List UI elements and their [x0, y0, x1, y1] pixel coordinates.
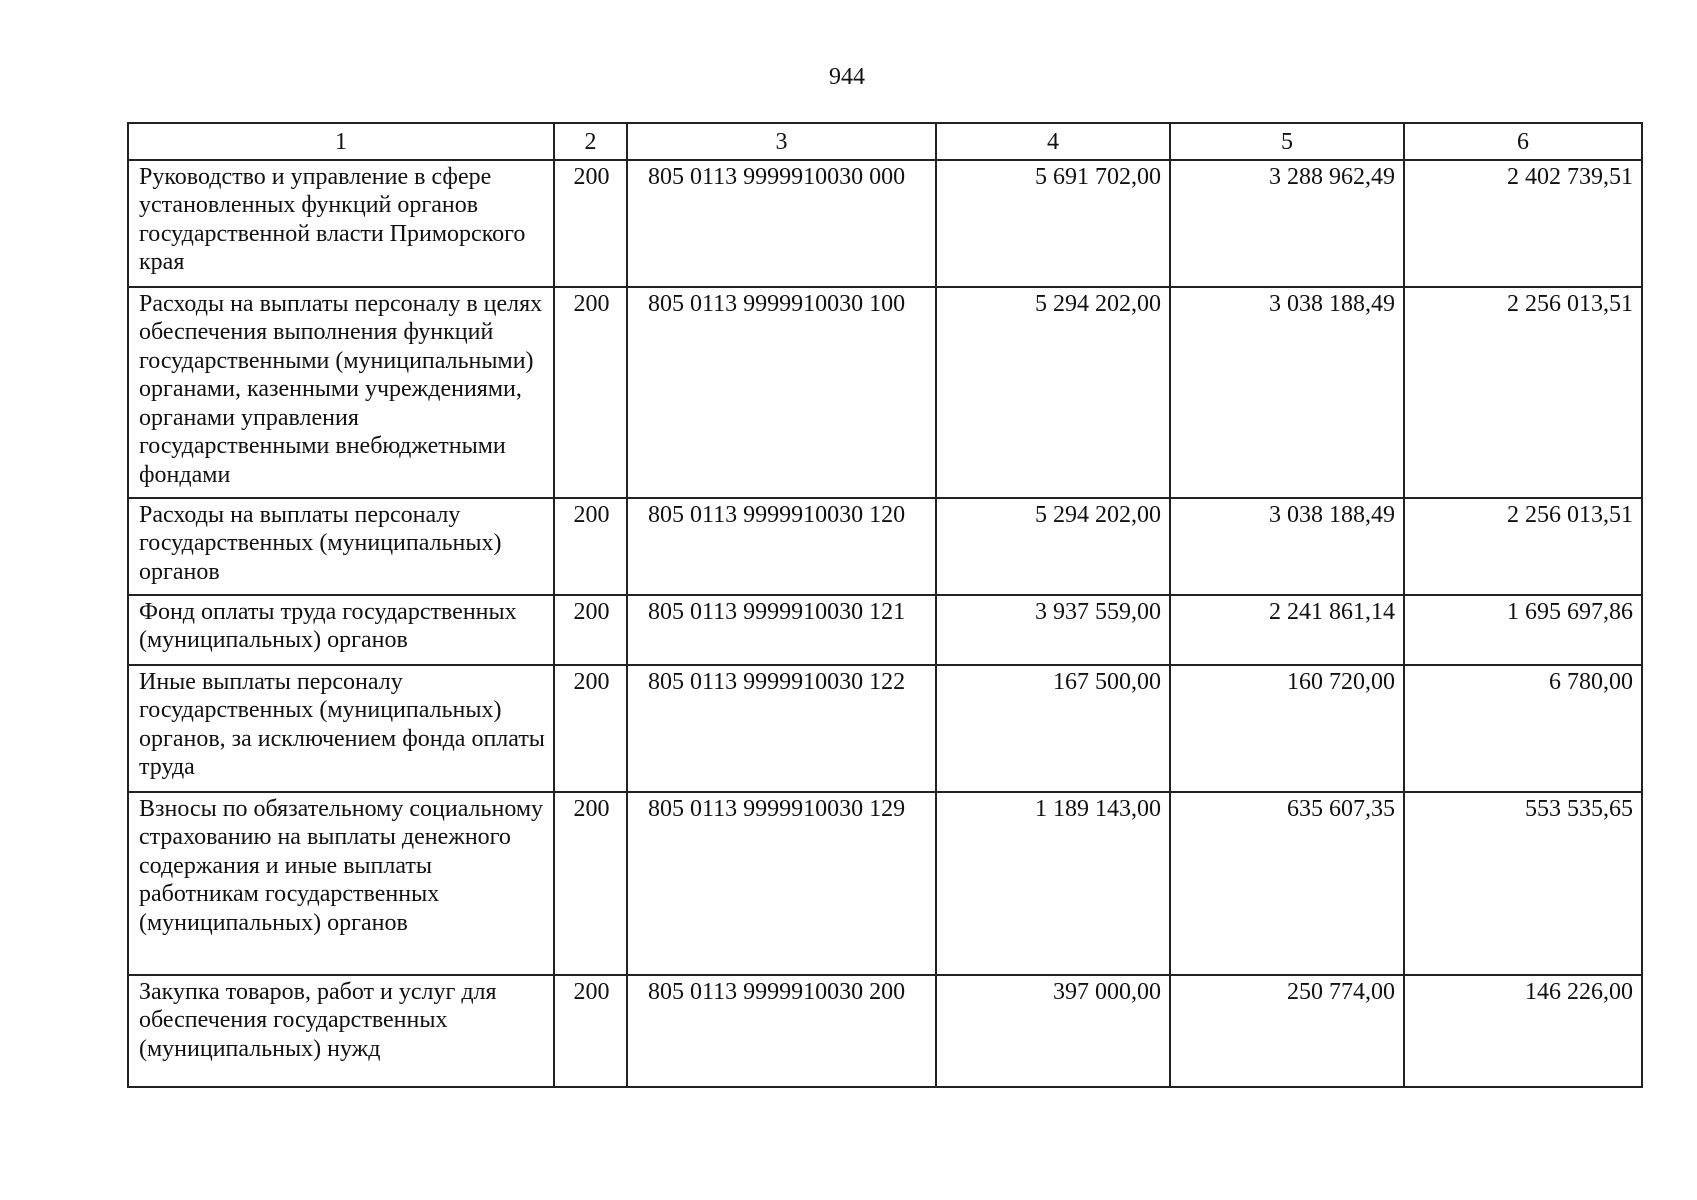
executed-amount-cell: 3 038 188,49 — [1170, 287, 1404, 498]
header-row — [128, 123, 1642, 160]
expense-name-cell: Закупка товаров, работ и услуг для обеспечения государственных (муниципальных) нужд — [128, 975, 554, 1087]
approved-amount-cell: 167 500,00 — [936, 665, 1170, 792]
approved-amount-cell: 1 189 143,00 — [936, 792, 1170, 975]
header-cell-5: 5 — [1170, 123, 1404, 160]
executed-amount-cell: 2 241 861,14 — [1170, 595, 1404, 665]
approved-amount-cell: 5 294 202,00 — [936, 498, 1170, 595]
line-code-cell: 200 — [554, 975, 627, 1087]
unexecuted-amount-cell: 1 695 697,86 — [1404, 595, 1642, 665]
expense-name-cell: Расходы на выплаты персоналу государственных (муниципальных) органов — [128, 498, 554, 595]
table-header — [128, 123, 1642, 160]
table-row — [128, 595, 1642, 665]
approved-amount-cell: 3 937 559,00 — [936, 595, 1170, 665]
unexecuted-amount-cell: 2 402 739,51 — [1404, 160, 1642, 287]
budget-classification-code-cell: 805 0113 9999910030 129 — [627, 792, 936, 975]
header-cell-1: 1 — [128, 123, 554, 160]
page-number: 944 — [829, 64, 865, 90]
executed-amount-cell: 635 607,35 — [1170, 792, 1404, 975]
header-cell-6: 6 — [1404, 123, 1642, 160]
executed-amount-cell: 160 720,00 — [1170, 665, 1404, 792]
table-row — [128, 160, 1642, 287]
unexecuted-amount-cell: 2 256 013,51 — [1404, 498, 1642, 595]
budget-classification-code-cell: 805 0113 9999910030 122 — [627, 665, 936, 792]
approved-amount-cell: 5 691 702,00 — [936, 160, 1170, 287]
table-row — [128, 287, 1642, 498]
line-code-cell: 200 — [554, 287, 627, 498]
unexecuted-amount-cell: 146 226,00 — [1404, 975, 1642, 1087]
executed-amount-cell: 3 038 188,49 — [1170, 498, 1404, 595]
executed-amount-cell: 3 288 962,49 — [1170, 160, 1404, 287]
budget-classification-code-cell: 805 0113 9999910030 200 — [627, 975, 936, 1087]
budget-classification-code-cell: 805 0113 9999910030 120 — [627, 498, 936, 595]
expense-name-cell: Фонд оплаты труда государственных (муниципальных) органов — [128, 595, 554, 665]
expense-name-cell: Иные выплаты персоналу государственных (муниципальных) органов, за исключением фонда оплаты труда — [128, 665, 554, 792]
unexecuted-amount-cell: 553 535,65 — [1404, 792, 1642, 975]
unexecuted-amount-cell: 6 780,00 — [1404, 665, 1642, 792]
executed-amount-cell: 250 774,00 — [1170, 975, 1404, 1087]
line-code-cell: 200 — [554, 498, 627, 595]
approved-amount-cell: 397 000,00 — [936, 975, 1170, 1087]
budget-classification-code-cell: 805 0113 9999910030 100 — [627, 287, 936, 498]
header-cell-3: 3 — [627, 123, 936, 160]
budget-classification-code-cell: 805 0113 9999910030 000 — [627, 160, 936, 287]
table-row — [128, 792, 1642, 975]
table-row — [128, 975, 1642, 1087]
line-code-cell: 200 — [554, 665, 627, 792]
expense-name-cell: Руководство и управление в сфере установленных функций органов государственной власти Приморского края — [128, 160, 554, 287]
line-code-cell: 200 — [554, 595, 627, 665]
line-code-cell: 200 — [554, 792, 627, 975]
budget-execution-table — [127, 122, 1643, 1088]
approved-amount-cell: 5 294 202,00 — [936, 287, 1170, 498]
line-code-cell: 200 — [554, 160, 627, 287]
table-body — [128, 160, 1642, 1087]
table-row — [128, 665, 1642, 792]
expense-name-cell: Взносы по обязательному социальному страхованию на выплаты денежного содержания и иные выплаты работникам государственных (муниципальных) органов — [128, 792, 554, 975]
header-cell-2: 2 — [554, 123, 627, 160]
table-row — [128, 498, 1642, 595]
header-cell-4: 4 — [936, 123, 1170, 160]
unexecuted-amount-cell: 2 256 013,51 — [1404, 287, 1642, 498]
budget-classification-code-cell: 805 0113 9999910030 121 — [627, 595, 936, 665]
expense-name-cell: Расходы на выплаты персоналу в целях обеспечения выполнения функций государственными (муниципальными) органами, казенными учреждениями, органами управления государственными внебюджетными фондами — [128, 287, 554, 498]
